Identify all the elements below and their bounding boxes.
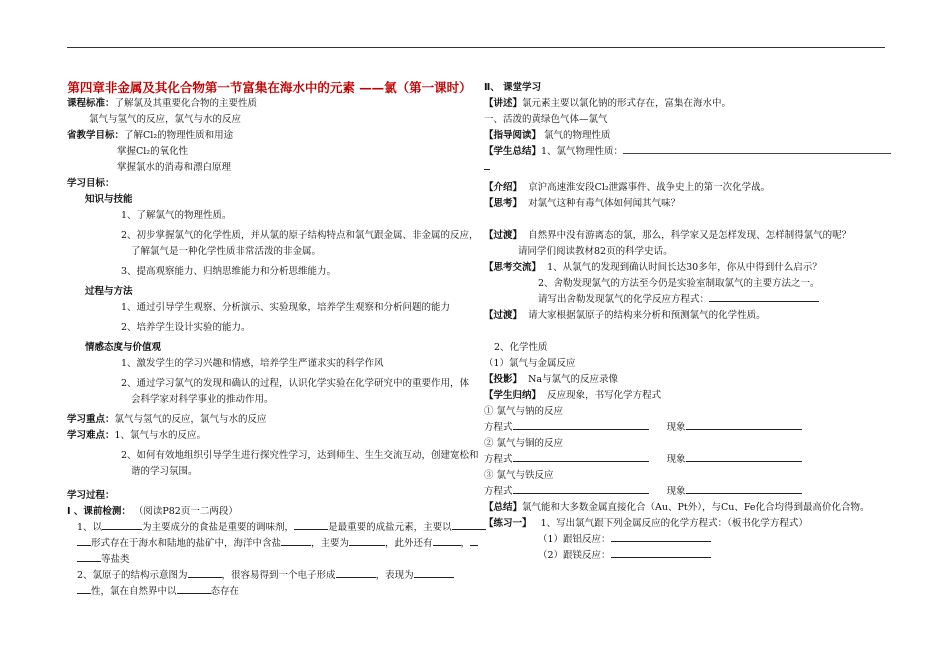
part-one-heading: 一、活泼的黄绿色气体—氯气	[484, 114, 608, 125]
student-summary-line: 【学生总结】1、氯气物理性质：	[484, 144, 886, 160]
answer-line[interactable]	[623, 144, 891, 154]
equation-blank[interactable]	[513, 420, 649, 430]
blank[interactable]	[433, 536, 461, 546]
pre-test-line	[67, 504, 472, 520]
blank[interactable]	[470, 536, 478, 546]
blank[interactable]	[452, 520, 486, 530]
question-2-line-b: 性，氯在自然界中以 态存在	[67, 584, 472, 600]
iron-equation-line: 方程式 现象	[484, 484, 886, 500]
pre-test-label: Ⅰ 、课前检测：	[67, 506, 131, 517]
equation-blank[interactable]	[513, 452, 649, 462]
blank[interactable]	[102, 520, 142, 530]
student-induction-line: 【学生归纳】 反应现象，书写化学方程式	[484, 390, 662, 401]
left-column	[67, 80, 479, 600]
answer-line[interactable]	[611, 548, 711, 558]
province-text-3: 掌握氯水的消毒和漂白原理	[117, 162, 232, 173]
province-text-1: 了解Cl₂的物理性质和用途	[124, 130, 234, 141]
curriculum-text-2: 氯气与氢气的反应，氯气与水的反应	[89, 114, 242, 125]
emotion-item-2a: 2、通过学习氯气的发现和确认的过程，认识化学实验在化学研究中的重要作用，体	[121, 378, 470, 389]
page-title: 第四章非金属及其化合物第一节富集在海水中的元素 ——氯（第一课时）	[67, 80, 472, 95]
blank[interactable]	[414, 568, 454, 578]
section-heading: Ⅱ、 课堂学习	[484, 82, 542, 93]
answer-line[interactable]	[709, 292, 819, 302]
question-1-line-c: 等盐类	[67, 552, 472, 568]
copper-reaction-heading: ② 氯气与铜的反应	[484, 438, 564, 449]
blank[interactable]	[294, 520, 328, 530]
knowledge-item-1: 1、了解氯气的物理性质。	[121, 210, 232, 221]
phenomenon-blank[interactable]	[686, 484, 802, 494]
guided-reading-line: 【指导阅读】 氯气的物理性质	[484, 130, 611, 141]
answer-line[interactable]	[611, 532, 711, 542]
think-line: 【思考】 对氯气这种有毒气体如何闻其气味？	[484, 198, 681, 209]
chemical-properties-heading: 2、化学性质	[494, 342, 548, 353]
transition-line-2: 【过渡】 请大家根据氯原子的结构来分析和预测氯气的化学性质。	[484, 310, 766, 321]
key-points-text: 氯气与氢气的反应，氯气与水的反应	[114, 414, 267, 425]
narration-line: 【讲述】氯元素主要以氯化钠的形式存在，富集在海水中。	[484, 98, 732, 109]
phenomenon-blank[interactable]	[686, 452, 802, 462]
blank[interactable]	[177, 584, 211, 594]
summary-line: 【总结】氯气能和大多数金属直接化合（Au、Pt外），与Cu、Fe化合均得到最高价化合物。	[484, 502, 870, 513]
blank[interactable]	[349, 536, 385, 546]
equation-blank[interactable]	[513, 484, 649, 494]
reading-instruction: 请同学们阅读教材82页的科学史话。	[518, 246, 673, 257]
copper-equation-line: 方程式 现象	[484, 452, 886, 468]
iron-reaction-heading: ③ 氯气与铁反应	[484, 470, 554, 481]
knowledge-item-3: 3、提高观察能力、归纳思维能力和分析思维能力。	[121, 266, 337, 277]
blank[interactable]	[77, 584, 91, 594]
transition-line-1: 【过渡】 自然界中没有游离态的氯，那么，科学家又是怎样发现、怎样制得氯气的呢？	[484, 230, 852, 241]
intro-line: 【介绍】 京沪高速淮安段Cl₂泄露事件、战争史上的第一次化学战。	[484, 182, 771, 193]
blank[interactable]	[77, 536, 91, 546]
province-label: 省教学目标：	[67, 130, 125, 141]
learning-process-heading: 学习过程：	[67, 490, 115, 501]
key-points-label: 学习重点：	[67, 414, 115, 425]
difficulty-item-2b: 谐的学习氛围。	[131, 466, 198, 477]
discussion-item-2: 2、舍勒发现氯气的方法至今仍是实验室制取氯气的主要方法之一。	[538, 278, 820, 289]
equation-prompt-line: 请写出舍勒发现氯气的化学反应方程式：	[484, 292, 886, 308]
difficulty-item-2a: 2、如何有效地组织引导学生进行探究性学习，达到师生、生生交流互动，创建宽松和	[121, 450, 479, 461]
blank[interactable]	[336, 568, 376, 578]
province-text-2: 掌握Cl₂的氧化性	[117, 146, 189, 157]
blank[interactable]	[281, 536, 311, 546]
difficulty-label: 学习难点：	[67, 430, 115, 441]
right-column	[484, 80, 886, 564]
question-2-line-a: 2、氯原子的结构示意图为 ，很容易得到一个电子形成 ，表现为	[67, 568, 472, 584]
knowledge-heading: 知识与技能	[85, 194, 133, 205]
sodium-equation-line: 方程式 现象	[484, 420, 886, 436]
blank[interactable]	[188, 568, 222, 578]
knowledge-item-2a: 2、初步掌握氯气的化学性质，并从氯的原子结构特点和氯气跟金属、非金属的反应，	[121, 230, 479, 241]
question-1-line-a: 1、以 为主要成分的食盐是重要的调味剂， 是最重要的成盐元素，主要以	[67, 520, 472, 536]
question-1-line-b: 形式存在于海水和陆地的盐矿中，海洋中含盐 ，主要为 ，此外还有 ，	[67, 536, 472, 552]
projection-line: 【投影】 Na与氯气的反应录像	[484, 374, 619, 385]
key-points-line	[67, 412, 472, 428]
top-rule	[67, 47, 885, 48]
province-line	[67, 128, 472, 144]
blank[interactable]	[77, 552, 101, 562]
aluminum-reaction-line: （1）跟铝反应：	[484, 532, 886, 548]
curriculum-text-1: 了解氯及其重要化合物的主要性质	[114, 98, 258, 109]
emotion-item-2b: 会科学家对科学事业的推动作用。	[131, 394, 274, 405]
metal-reaction-heading: （1）氯气与金属反应	[484, 358, 576, 369]
magnesium-reaction-line: （2）跟镁反应：	[484, 548, 886, 564]
process-item-2: 2、培养学生设计实验的能力。	[121, 322, 251, 333]
discussion-line: 【思考交流】 1、从氯气的发现到确认时间长达30多年，你从中得到什么启示？	[484, 262, 822, 273]
emotion-item-1: 1、激发学生的学习兴趣和情感，培养学生严谨求实的科学作风	[121, 358, 384, 369]
difficulty-line	[67, 428, 472, 444]
goals-heading: 学习目标：	[67, 178, 115, 189]
curriculum-line	[67, 96, 472, 112]
answer-line-continued	[484, 160, 886, 176]
emotion-heading: 情感态度与价值观	[85, 342, 162, 353]
pre-test-note: （阅读P82页一二两段）	[133, 506, 238, 517]
knowledge-item-2b: 了解氯气是一种化学性质非常活泼的非金属。	[131, 246, 322, 257]
curriculum-label: 课程标准：	[67, 98, 115, 109]
process-item-1: 1、通过引导学生观察、分析演示、实验现象，培养学生观察和分析问题的能力	[121, 302, 451, 313]
process-heading: 过程与方法	[85, 286, 133, 297]
sodium-reaction-heading: ① 氯气与钠的反应	[484, 406, 564, 417]
difficulty-item-1: 1、氯气与水的反应。	[114, 430, 207, 441]
exercise-line: 【练习一】 1、写出氯气跟下列金属反应的化学方程式：（板书化学方程式）	[484, 518, 808, 529]
phenomenon-blank[interactable]	[686, 420, 802, 430]
